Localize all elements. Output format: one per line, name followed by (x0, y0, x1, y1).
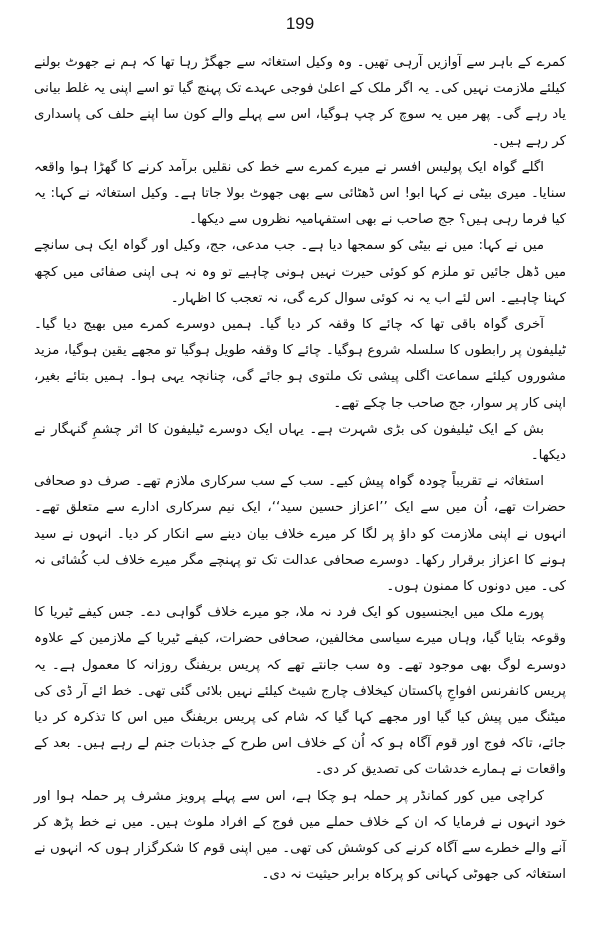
page-number: 199 (285, 14, 315, 33)
paragraph-3: میں نے کہا: میں نے بیٹی کو سمجھا دیا ہے۔ جب مدعی، جج، وکیل اور گواہ ایک ہی سانچے میں ڈھل جائیں تو ملزم کو کوئی حیرت نہیں ہونی چاہیے تو وہ نہ ہی اپنی صفائی میں کچھ کہنا چاہیے۔ اس لئے اب یہ نہ کوئی سوال کرے گی، نہ تعجب کا اظہار۔ (34, 238, 566, 306)
paragraph-5: بش کے ایک ٹیلیفون کی بڑی شہرت ہے۔ یہاں ایک دوسرے ٹیلیفون کا اثر چشمِ گنہگار نے دیکھا۔ (34, 421, 566, 464)
paragraph-7: پورے ملک میں ایجنسیوں کو ایک فرد نہ ملا، جو میرے خلاف گواہی دے۔ جس کیفے ٹیریا کا وقوعہ بتایا گیا، وہاں میرے سیاسی مخالفین، صحافی حضرات، کیفے ٹیریا کے ملازمین کے علاوہ دوسرے لوگ بھی موجود تھے۔ وہ سب جانتے تھے کہ پریس بریفنگ روزانہ کا معمول ہے۔ یہ پریس کانفرنس افواجِ پاکستان کیخلاف چارج شیٹ کیلئے نہیں بلائی گئی تھی۔ خط ائے آر ڈی کی میٹنگ میں پیش کیا گیا اور مجھے کہا گیا کہ شام کی پریس بریفنگ میں اس کا تذکرہ کر دیا جائے، تاکہ فوج اور قوم آگاہ ہو کہ اُن کے خلاف اس طرح کے جذبات جنم لے رہے ہیں۔ بعد کے واقعات نے ہمارے خدشات کی تصدیق کر دی۔ (34, 605, 566, 778)
paragraph-8: کراچی میں کور کمانڈر پر حملہ ہو چکا ہے، اس سے پہلے پرویز مشرف پر حملہ ہوا اور خود انہوں نے فرمایا کہ ان کے خلاف حملے میں فوج کے افراد ملوث ہیں۔ میں نے خط پڑھ کر آنے والے خطرے سے آگاہ کرنے کی کوشش کی تھی۔ میں اپنی قوم کا شکرگزار ہوں کہ انہوں نے استغاثہ کی جھوٹی کہانی کو پرکاہ برابر حیثیت نہ دی۔ (34, 788, 566, 883)
paragraph-6: استغاثہ نے تقریباً چودہ گواہ پیش کیے۔ سب کے سب سرکاری ملازم تھے۔ صرف دو صحافی حضرات تھے، اُن میں سے ایک ’’اعزاز حسین سید‘‘، ایک نیم سرکاری ادارے سے متعلق تھے۔ انہوں نے اپنی ملازمت کو داؤ پر لگا کر میرے خلاف بیان دینے سے انکار کر دیا۔ انہوں نے سید ہونے کا اعزاز برقرار رکھا۔ دوسرے صحافی عدالت تک تو پہنچے مگر میرے خلاف لب کُشائی نہ کی۔ میں دونوں کا ممنون ہوں۔ (34, 474, 566, 595)
paragraph-1: کمرے کے باہر سے آوازیں آرہی تھیں۔ وہ وکیل استغاثہ سے جھگڑ رہا تھا کہ ہم نے جھوٹ بولنے کیلئے ملازمت نہیں کی۔ یہ اگر ملک کے اعلیٰ فوجی عہدے تک پہنچ گیا تو اسے اپنی یہ غلط بیانی یاد رہے گی۔ پھر میں یہ سوچ کر چپ ہوگیا، اس سے پہلے والے کون سا اپنے حلف کی پاسداری کر رہے ہیں۔ (34, 55, 566, 149)
paragraph-4: آخری گواہ باقی تھا کہ چائے کا وقفہ کر دیا گیا۔ ہمیں دوسرے کمرے میں بھیج دیا گیا۔ ٹیلیفون پر رابطوں کا سلسلہ شروع ہوگیا۔ چائے کا وقفہ طویل ہوگیا تو مجھے یقین ہوگیا، مزید مشوروں کیلئے سماعت اگلی پیشی تک ملتوی ہو جائے گی، چنانچہ یہی ہوا۔ ہمیں بتائے بغیر، اپنی کار پر سوار، جج صاحب جا چکے تھے۔ (34, 317, 566, 411)
body-text (34, 50, 566, 889)
paragraph-2: اگلے گواہ ایک پولیس افسر نے میرے کمرے سے خط کی نقلیں برآمد کرنے کا گھڑا ہوا واقعہ سنایا۔ میری بیٹی نے کہا ابو! اس ڈھٹائی سے بھی جھوٹ بولا جاتا ہے۔ وکیل استغاثہ نے کہا: یہ کیا فرما رہی ہیں؟ جج صاحب نے بھی استفہامیہ نظروں سے دیکھا۔ (34, 159, 566, 228)
